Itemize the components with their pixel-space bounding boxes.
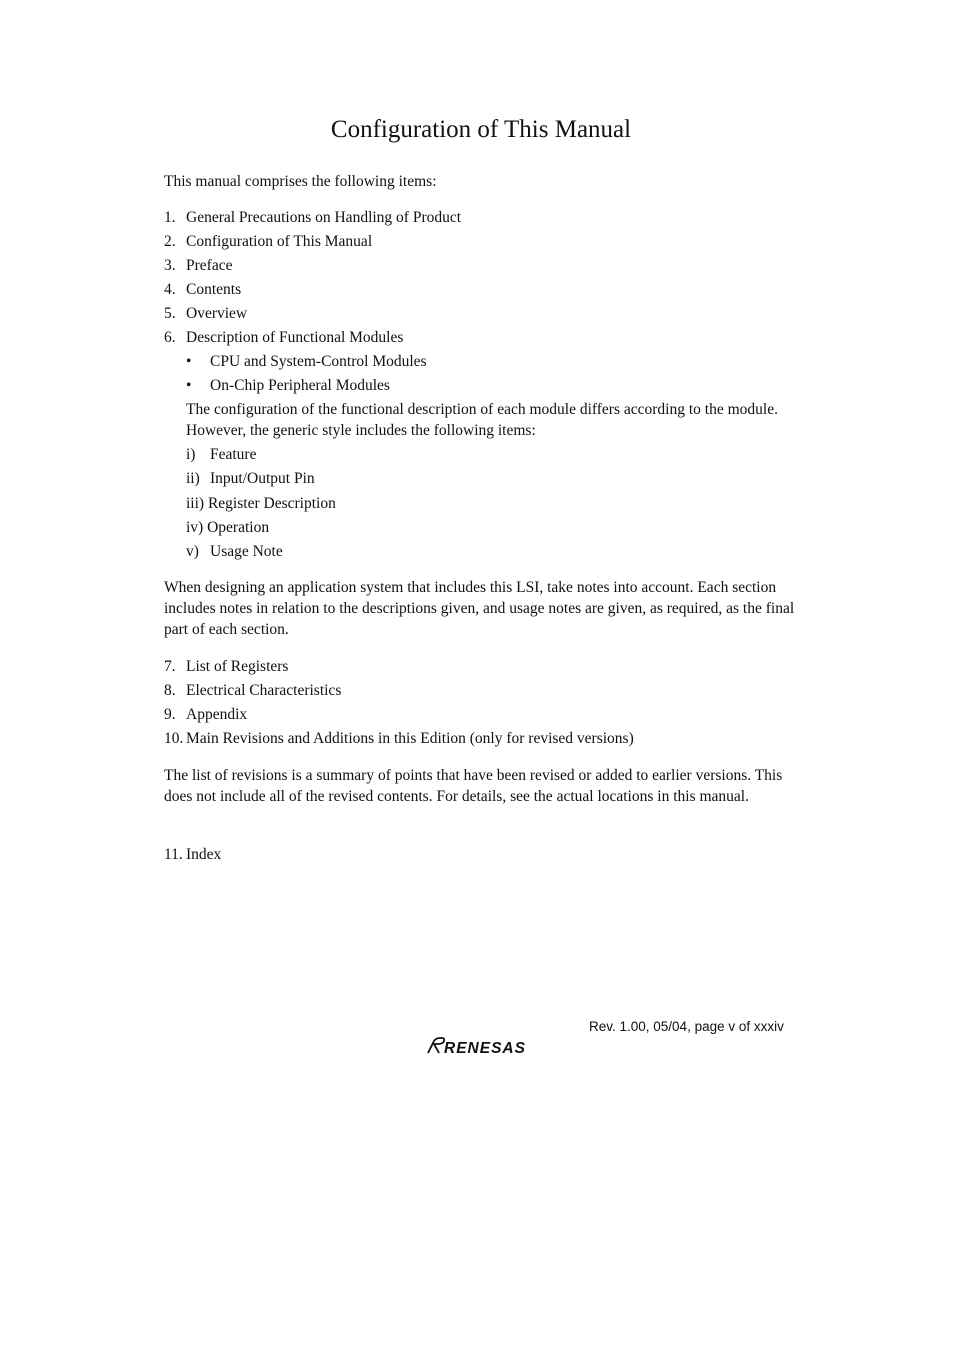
intro-text: This manual comprises the following items:	[164, 173, 437, 190]
bullet-item: • CPU and System-Control Modules	[186, 353, 427, 370]
page-title: Configuration of This Manual	[330, 116, 632, 143]
list-item: 2. Configuration of This Manual	[164, 233, 373, 250]
module-note: The configuration of the functional description of each module differs according to the module. However, the generic style includes the following items:	[186, 401, 778, 439]
roman-item: i) Feature	[186, 446, 257, 463]
svg-text:RENESAS: RENESAS	[444, 1040, 526, 1057]
design-note: When designing an application system that includes this LSI, take notes into account. Each section includes notes in relation to the descriptions given, and usage notes are given, as required, as the final part of each section.	[164, 579, 795, 638]
list-item: 6. Description of Functional Modules	[164, 329, 404, 346]
list-item: 8. Electrical Characteristics	[164, 682, 342, 699]
list-item: 10. Main Revisions and Additions in this Edition (only for revised versions)	[164, 730, 634, 747]
bullet-item: • On-Chip Peripheral Modules	[186, 377, 390, 394]
bullet-icon: •	[186, 353, 192, 370]
page-reference: Rev. 1.00, 05/04, page v of xxxiv	[589, 1019, 784, 1034]
bullet-icon: •	[186, 377, 192, 394]
list-item: 3. Preface	[164, 257, 233, 274]
roman-item: ii) Input/Output Pin	[186, 470, 315, 487]
renesas-logo	[422, 1035, 542, 1057]
list-item: 9. Appendix	[164, 706, 248, 723]
list-item: 7. List of Registers	[164, 658, 289, 675]
list-item: 1. General Precautions on Handling of Product	[164, 209, 462, 226]
roman-item: iv) Operation	[186, 519, 270, 536]
roman-item: iii) Register Description	[186, 495, 336, 512]
list-item: 4. Contents	[164, 281, 242, 298]
list-item: 11. Index	[164, 846, 222, 863]
list-item: 5. Overview	[164, 305, 248, 322]
revisions-note: The list of revisions is a summary of points that have been revised or added to earlier versions. This does not include all of the revised contents. For details, see the actual locations in this manual.	[164, 767, 783, 805]
roman-item: v) Usage Note	[186, 543, 283, 560]
